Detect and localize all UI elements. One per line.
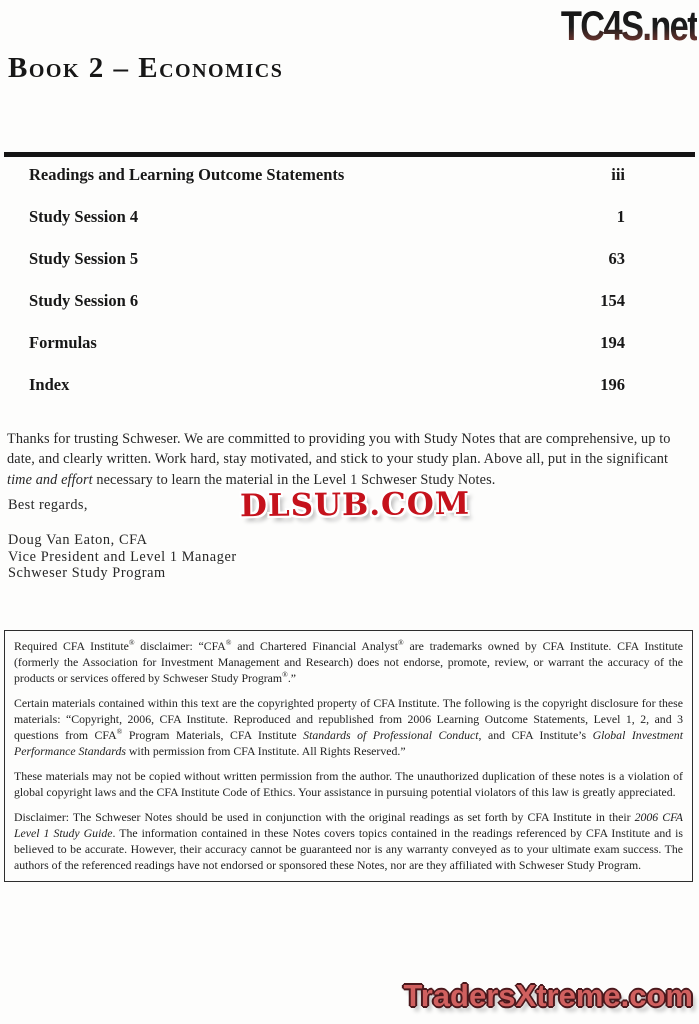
signature-title: Vice President and Level 1 Manager bbox=[8, 548, 237, 565]
toc-row bbox=[29, 334, 625, 351]
signature-org: Schweser Study Program bbox=[8, 565, 166, 582]
toc-row bbox=[29, 376, 625, 393]
closing-line: Best regards, bbox=[8, 497, 88, 513]
toc-entry-page: 196 bbox=[600, 375, 625, 394]
toc-row bbox=[29, 250, 625, 267]
table-of-contents bbox=[29, 166, 625, 393]
toc-entry-page: iii bbox=[611, 165, 625, 184]
toc-entry-label: Index bbox=[29, 375, 70, 394]
toc-entry-page: 194 bbox=[600, 333, 625, 352]
toc-entry-label: Study Session 6 bbox=[29, 291, 139, 310]
toc-entry-label: Formulas bbox=[29, 333, 97, 352]
toc-entry-page: 63 bbox=[608, 249, 625, 268]
toc-entry-label: Study Session 5 bbox=[29, 249, 139, 268]
toc-row bbox=[29, 166, 625, 183]
toc-entry-label: Study Session 4 bbox=[29, 207, 139, 226]
toc-entry-page: 1 bbox=[616, 207, 625, 226]
disclaimer-paragraph-cfa-trademark: Required CFA Institute® disclaimer: “CFA® and Chartered Financial Analyst® are trademarks owned by CFA Institute. CFA Institute (formerly the Association for Investment Management and Research) does not endorse, promote, review, or warrant the accuracy of the products or services offered by Schweser Study Program®.” bbox=[14, 638, 683, 685]
intro-paragraph: Thanks for trusting Schweser. We are committed to providing you with Study Notes that are comprehensive, up to date, and clearly written. Work hard, stay motivated, and stick to your study plan. Above all, put in the significant time and effort necessary to learn the material in the Level 1 Schweser Study Notes. bbox=[7, 431, 671, 488]
toc-top-rule bbox=[4, 152, 695, 157]
toc-entry-label: Readings and Learning Outcome Statements bbox=[29, 165, 345, 184]
watermark-tradersxtreme: TradersXtreme.com bbox=[403, 978, 693, 1013]
toc-row bbox=[29, 292, 625, 309]
disclaimer-paragraph-accuracy: Disclaimer: The Schweser Notes should be used in conjunction with the original readings as set forth by CFA Institute in their 2006 CFA Level 1 Study Guide. The information contained in these Notes covers topics contained in the readings referenced by CFA Institute and is believed to be accurate. However, their accuracy cannot be guaranteed nor is any warranty conveyed as to your ultimate exam success. The authors of the referenced readings have not endorsed or sponsored these Notes, nor are they affiliated with Schweser Study Program. bbox=[14, 810, 683, 872]
toc-entry-page: 154 bbox=[600, 291, 625, 310]
disclaimer-paragraph-no-copying: These materials may not be copied without written permission from the author. The unauthorized duplication of these notes is a violation of global copyright laws and the CFA Institute Code of Ethics. Your assistance in pursuing potential violators of this law is greatly appreciated. bbox=[14, 769, 683, 799]
signature-block bbox=[8, 532, 237, 582]
signature-name: Doug Van Eaton, CFA bbox=[8, 532, 148, 548]
watermark-dlsub: DLSUB.COM bbox=[239, 485, 471, 525]
disclaimer-paragraph-copyright: Certain materials contained within this text are the copyrighted property of CFA Institute. The following is the copyright disclosure for these materials: “Copyright, 2006, CFA Institute. Reproduced and republished from 2006 Learning Outcome Statements, Level 1, 2, and 3 questions from CFA® Program Materials, CFA Institute Standards of Professional Conduct, and CFA Institute’s Global Investment Performance Standards with permission from CFA Institute. All Rights Reserved.” bbox=[14, 696, 683, 758]
toc-row bbox=[29, 208, 625, 225]
disclaimer-box bbox=[4, 630, 693, 882]
watermark-tc4s: TC4S.net bbox=[560, 2, 697, 49]
page-title: Book 2 – Economics bbox=[8, 52, 284, 84]
